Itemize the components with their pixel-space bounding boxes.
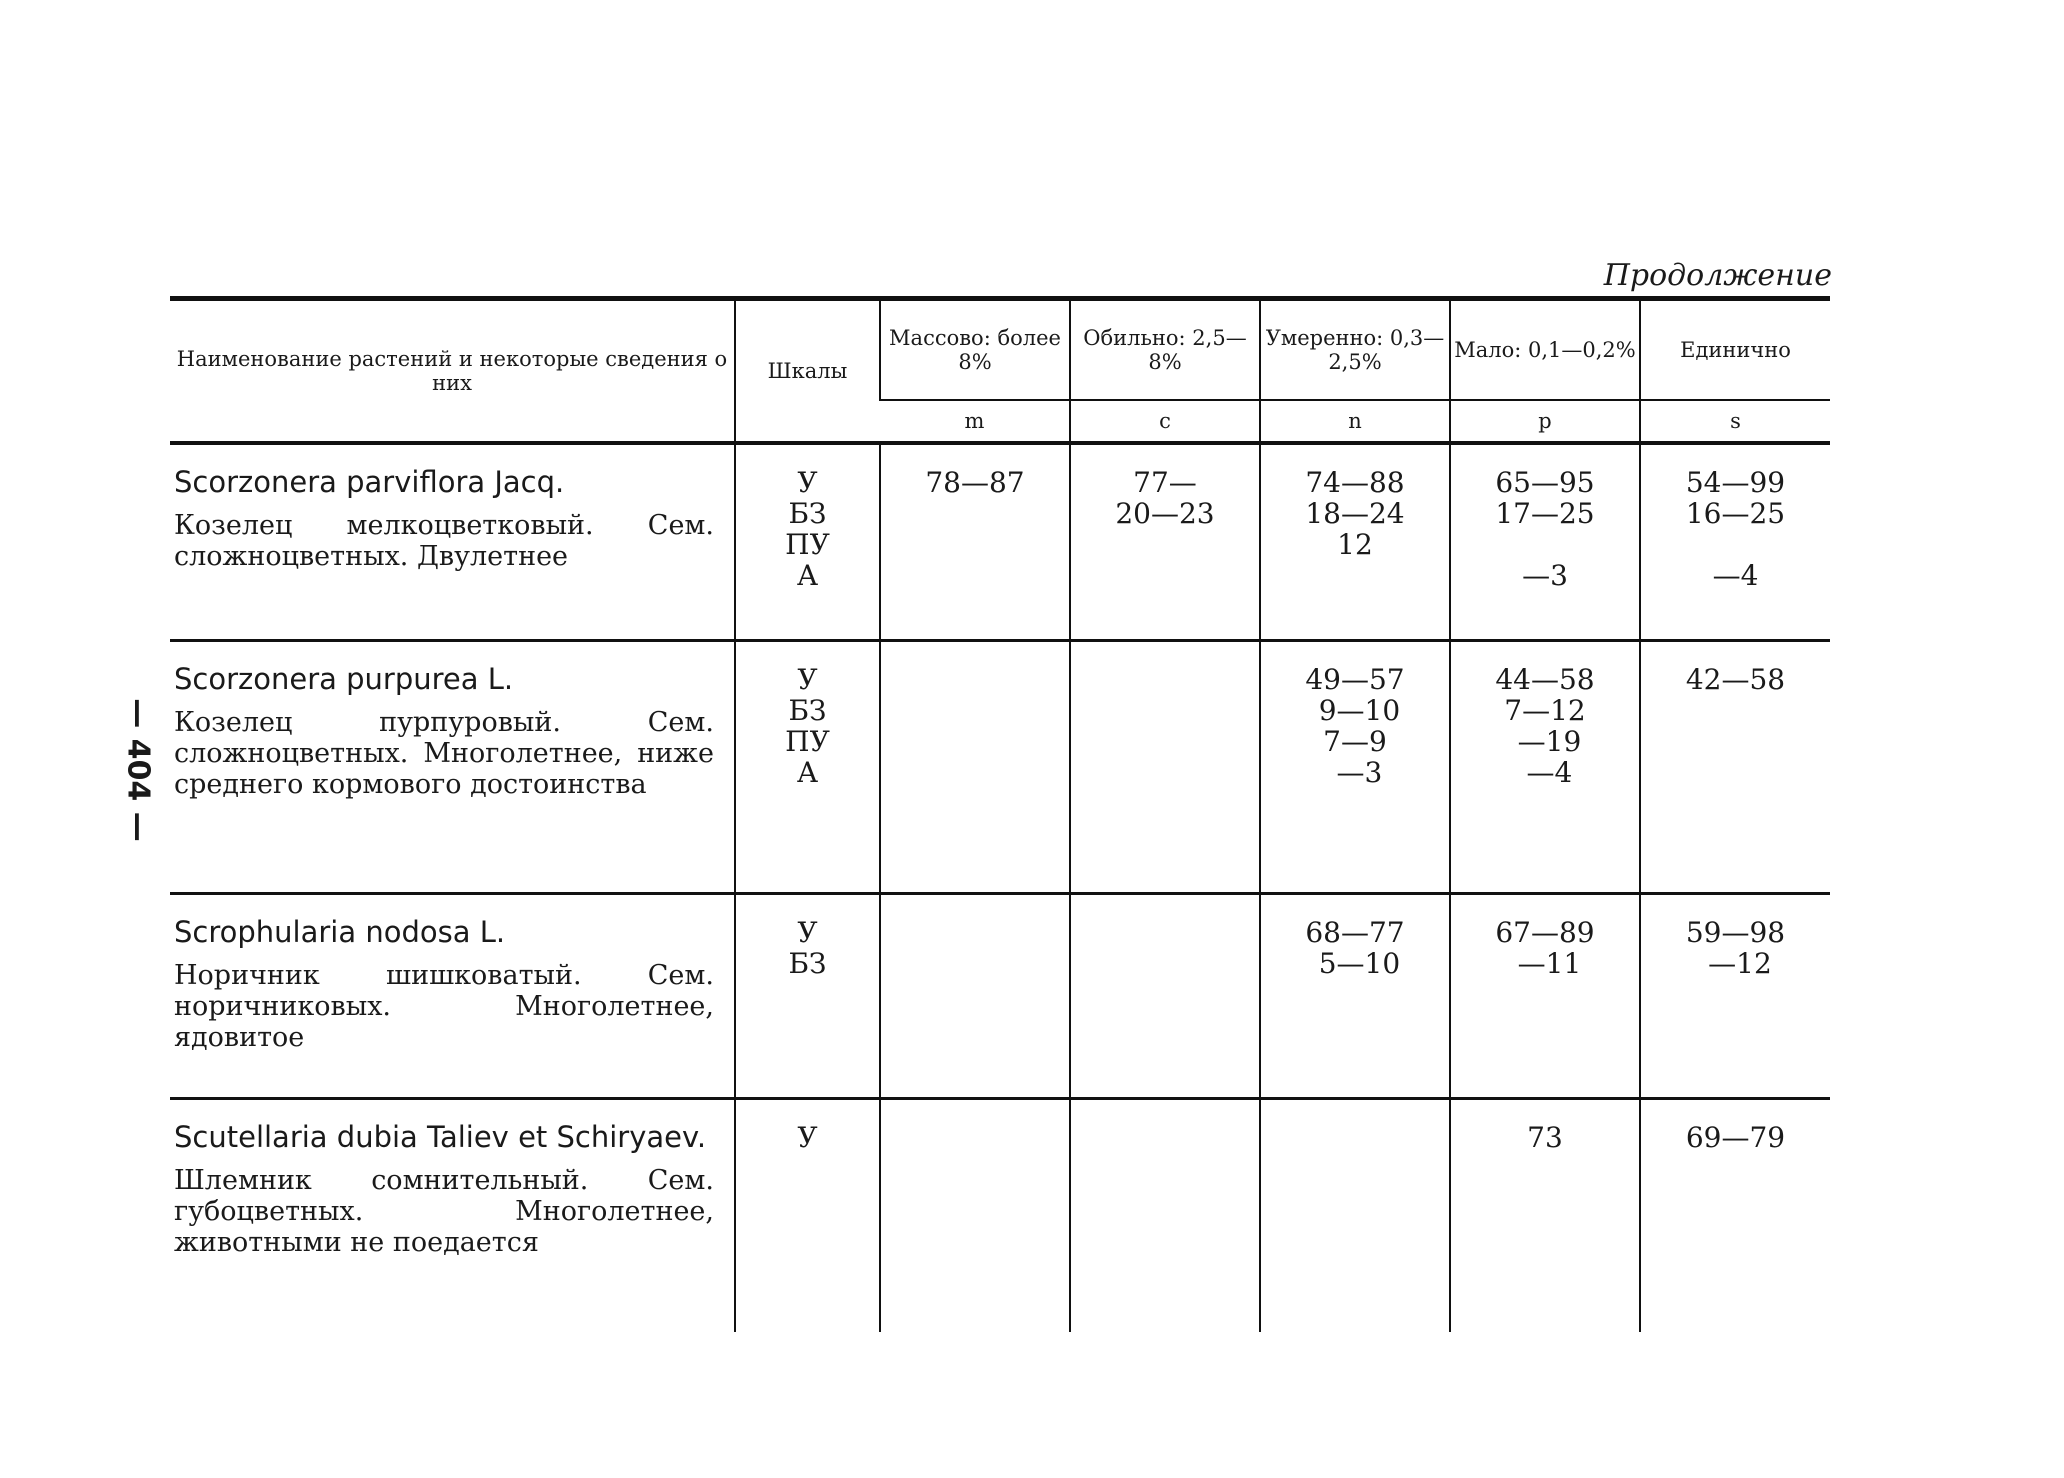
frequency-table	[170, 296, 1830, 1332]
latin-name: Scorzonera purpurea L.	[174, 662, 514, 696]
value-p	[1450, 1099, 1640, 1333]
plant-name-cell	[170, 443, 735, 641]
value-p	[1450, 443, 1640, 641]
page-number: — 404 —	[120, 698, 156, 842]
value-p-text: 67—89 —11	[1495, 916, 1595, 980]
table-header	[170, 299, 1830, 444]
value-s-text: 54—99 16—25 —4	[1685, 466, 1786, 592]
plant-name-cell	[170, 894, 735, 1099]
header-code-m: m	[964, 409, 985, 433]
value-p-text: 73	[1527, 1121, 1563, 1154]
value-s	[1640, 443, 1830, 641]
value-c-text	[1071, 917, 1259, 948]
value-p	[1450, 894, 1640, 1099]
scales-value: У	[797, 1121, 818, 1154]
plant-description: Норичник шишковатый. Сем. норичниковых. Многолетнее, ядовитое	[174, 960, 714, 1053]
species-table	[170, 296, 1830, 1332]
value-n	[1260, 443, 1450, 641]
table-row	[170, 641, 1830, 894]
continuation-label: Продолжение	[1603, 258, 1832, 293]
header-code-c: c	[1070, 400, 1260, 443]
plant-description: Козелец пурпуровый. Сем. сложноцветных. Многолетнее, ниже среднего кормового достоинства	[174, 707, 714, 800]
scales-value: У БЗ ПУ А	[785, 466, 830, 592]
plant-description: Козелец мелкоцветковый. Сем. сложноцветных. Двулетнее	[174, 510, 714, 572]
value-c-text	[1071, 664, 1259, 695]
table-row	[170, 894, 1830, 1099]
scales-cell	[735, 641, 880, 894]
header-freq-m: Массово: более 8%	[880, 299, 1070, 401]
value-c-text: 77— 20—23	[1115, 466, 1215, 530]
header-code-s: s	[1640, 400, 1830, 443]
header-freq-s: Единично	[1640, 299, 1830, 401]
table-row	[170, 1099, 1830, 1333]
scales-cell	[735, 443, 880, 641]
header-scales: Шкалы	[735, 299, 880, 444]
value-n-text: 49—57 9—10 7—9 —3	[1305, 663, 1405, 789]
value-p-text: 44—58 7—12 —19 —4	[1495, 663, 1595, 789]
value-m-text	[881, 1122, 1069, 1153]
plant-name-cell	[170, 1099, 735, 1333]
value-m	[880, 894, 1070, 1099]
header-code-n: n	[1260, 400, 1450, 443]
latin-name: Scorzonera parviflora Jacq.	[174, 465, 565, 499]
value-s-text: 69—79	[1685, 1121, 1786, 1154]
value-n-text: 74—88 18—24 12	[1305, 466, 1405, 561]
value-s	[1640, 894, 1830, 1099]
value-s	[1640, 641, 1830, 894]
latin-name: Scrophularia nodosa L.	[174, 915, 506, 949]
header-freq-p: Мало: 0,1—0,2%	[1450, 299, 1640, 401]
value-p	[1450, 641, 1640, 894]
header-freq-c: Обильно: 2,5—8%	[1070, 299, 1260, 401]
latin-name: Scutellaria dubia Taliev et Schiryaev.	[174, 1120, 707, 1154]
value-n-text: 68—77 5—10	[1305, 916, 1405, 980]
value-c	[1070, 1099, 1260, 1333]
scales-value: У БЗ	[788, 916, 827, 980]
value-m	[880, 443, 1070, 641]
value-n	[1260, 641, 1450, 894]
value-n	[1260, 894, 1450, 1099]
value-c	[1070, 443, 1260, 641]
value-m-text	[881, 664, 1069, 695]
scales-cell	[735, 894, 880, 1099]
value-p-text: 65—95 17—25 —3	[1495, 466, 1595, 592]
plant-description: Шлемник сомнительный. Сем. губоцветных. Многолетнее, животными не поедается	[174, 1165, 714, 1258]
value-m	[880, 641, 1070, 894]
scales-value: У БЗ ПУ А	[785, 663, 830, 789]
value-s-text: 42—58	[1685, 663, 1786, 696]
value-m	[880, 1099, 1070, 1333]
table-row	[170, 443, 1830, 641]
value-c	[1070, 641, 1260, 894]
scales-cell	[735, 1099, 880, 1333]
value-n-text	[1261, 1122, 1449, 1153]
header-code-p: p	[1450, 400, 1640, 443]
table-body	[170, 443, 1830, 1332]
value-s-text: 59—98 —12	[1685, 916, 1786, 980]
value-c	[1070, 894, 1260, 1099]
header-name: Наименование растений и некоторые сведения о них	[176, 346, 728, 395]
value-m-text	[881, 917, 1069, 948]
value-n	[1260, 1099, 1450, 1333]
value-c-text	[1071, 1122, 1259, 1153]
header-freq-n: Умеренно: 0,3—2,5%	[1260, 299, 1450, 401]
value-m-text: 78—87	[925, 466, 1025, 499]
value-s	[1640, 1099, 1830, 1333]
plant-name-cell	[170, 641, 735, 894]
